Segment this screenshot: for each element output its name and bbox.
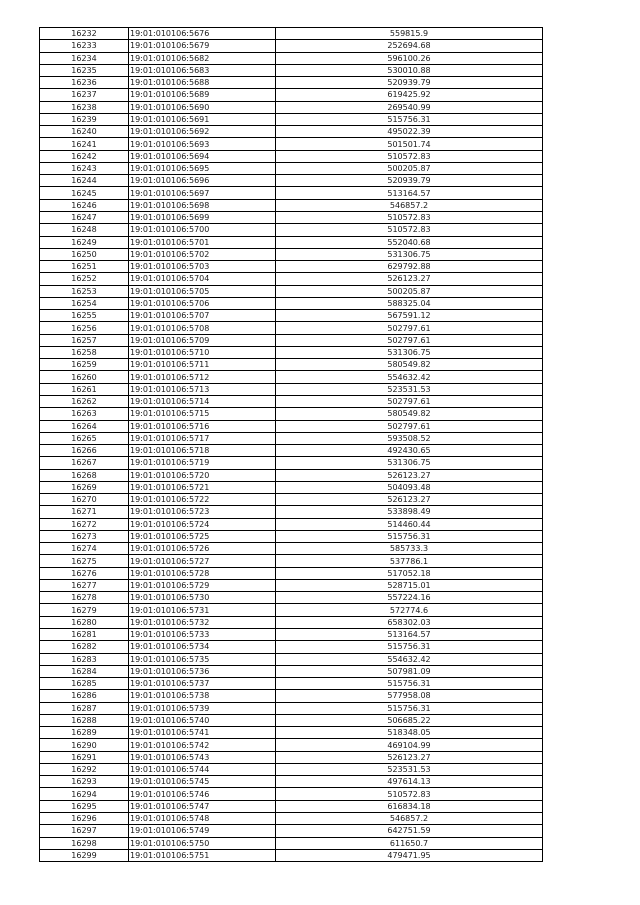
cadastral-number-cell: 19:01:010106:5723	[129, 506, 276, 518]
cadastral-number-cell: 19:01:010106:5690	[129, 101, 276, 113]
table-row	[40, 629, 543, 641]
row-number-cell: 16256	[40, 322, 129, 334]
row-number-cell: 16253	[40, 285, 129, 297]
cadastral-number-cell: 19:01:010106:5696	[129, 175, 276, 187]
row-number-cell: 16277	[40, 579, 129, 591]
cadastral-number-cell: 19:01:010106:5703	[129, 261, 276, 273]
cadastral-value-cell: 515756.31	[276, 641, 543, 653]
table-row	[40, 641, 543, 653]
table-row	[40, 494, 543, 506]
cadastral-number-cell: 19:01:010106:5715	[129, 408, 276, 420]
table-row	[40, 371, 543, 383]
cadastral-value-cell: 500205.87	[276, 285, 543, 297]
cadastral-value-cell: 502797.61	[276, 322, 543, 334]
table-row	[40, 138, 543, 150]
cadastral-number-cell: 19:01:010106:5697	[129, 187, 276, 199]
cadastral-number-cell: 19:01:010106:5734	[129, 641, 276, 653]
table-row	[40, 346, 543, 358]
cadastral-number-cell: 19:01:010106:5707	[129, 310, 276, 322]
cadastral-number-cell: 19:01:010106:5717	[129, 432, 276, 444]
row-number-cell: 16234	[40, 52, 129, 64]
cadastral-number-cell: 19:01:010106:5749	[129, 825, 276, 837]
row-number-cell: 16257	[40, 334, 129, 346]
cadastral-value-cell: 526123.27	[276, 273, 543, 285]
row-number-cell: 16281	[40, 629, 129, 641]
cadastral-value-cell: 502797.61	[276, 334, 543, 346]
table-row	[40, 543, 543, 555]
row-number-cell: 16247	[40, 211, 129, 223]
cadastral-value-cell: 515756.31	[276, 702, 543, 714]
cadastral-value-cell: 500205.87	[276, 162, 543, 174]
cadastral-number-cell: 19:01:010106:5676	[129, 28, 276, 40]
row-number-cell: 16292	[40, 763, 129, 775]
table-row	[40, 175, 543, 187]
row-number-cell: 16259	[40, 359, 129, 371]
row-number-cell: 16249	[40, 236, 129, 248]
table-row	[40, 187, 543, 199]
row-number-cell: 16276	[40, 567, 129, 579]
table-row	[40, 52, 543, 64]
table-row	[40, 555, 543, 567]
cadastral-value-cell: 510572.83	[276, 211, 543, 223]
cadastral-number-cell: 19:01:010106:5718	[129, 445, 276, 457]
row-number-cell: 16255	[40, 310, 129, 322]
cadastral-number-cell: 19:01:010106:5720	[129, 469, 276, 481]
table-row	[40, 530, 543, 542]
cadastral-number-cell: 19:01:010106:5735	[129, 653, 276, 665]
cadastral-value-table	[39, 27, 543, 862]
cadastral-value-cell: 596100.26	[276, 52, 543, 64]
table-row	[40, 714, 543, 726]
table-row	[40, 567, 543, 579]
table-row	[40, 126, 543, 138]
row-number-cell: 16274	[40, 543, 129, 555]
table-row	[40, 690, 543, 702]
cadastral-value-cell: 546857.2	[276, 199, 543, 211]
row-number-cell: 16238	[40, 101, 129, 113]
table-row	[40, 432, 543, 444]
row-number-cell: 16246	[40, 199, 129, 211]
cadastral-value-cell: 502797.61	[276, 420, 543, 432]
cadastral-number-cell: 19:01:010106:5695	[129, 162, 276, 174]
cadastral-number-cell: 19:01:010106:5683	[129, 64, 276, 76]
table-row	[40, 518, 543, 530]
table-row	[40, 665, 543, 677]
cadastral-value-cell: 611650.7	[276, 837, 543, 849]
table-row	[40, 64, 543, 76]
cadastral-value-cell: 593508.52	[276, 432, 543, 444]
row-number-cell: 16286	[40, 690, 129, 702]
cadastral-number-cell: 19:01:010106:5727	[129, 555, 276, 567]
row-number-cell: 16298	[40, 837, 129, 849]
cadastral-number-cell: 19:01:010106:5694	[129, 150, 276, 162]
table-row	[40, 89, 543, 101]
cadastral-value-cell: 469104.99	[276, 739, 543, 751]
cadastral-number-cell: 19:01:010106:5705	[129, 285, 276, 297]
cadastral-number-cell: 19:01:010106:5689	[129, 89, 276, 101]
table-row	[40, 334, 543, 346]
cadastral-number-cell: 19:01:010106:5704	[129, 273, 276, 285]
row-number-cell: 16283	[40, 653, 129, 665]
row-number-cell: 16236	[40, 77, 129, 89]
cadastral-number-cell: 19:01:010106:5733	[129, 629, 276, 641]
table-row	[40, 310, 543, 322]
cadastral-value-cell: 520939.79	[276, 175, 543, 187]
table-row	[40, 40, 543, 52]
cadastral-number-cell: 19:01:010106:5746	[129, 788, 276, 800]
table-row	[40, 678, 543, 690]
cadastral-number-cell: 19:01:010106:5679	[129, 40, 276, 52]
cadastral-value-cell: 546857.2	[276, 813, 543, 825]
table-row	[40, 751, 543, 763]
table-row	[40, 383, 543, 395]
cadastral-value-cell: 585733.3	[276, 543, 543, 555]
cadastral-number-cell: 19:01:010106:5737	[129, 678, 276, 690]
table-row	[40, 604, 543, 616]
table-row	[40, 813, 543, 825]
cadastral-value-cell: 526123.27	[276, 469, 543, 481]
cadastral-number-cell: 19:01:010106:5702	[129, 248, 276, 260]
table-row	[40, 739, 543, 751]
row-number-cell: 16241	[40, 138, 129, 150]
table-body	[40, 28, 543, 862]
cadastral-value-cell: 531306.75	[276, 346, 543, 358]
table-row	[40, 211, 543, 223]
cadastral-value-cell: 515756.31	[276, 678, 543, 690]
cadastral-number-cell: 19:01:010106:5693	[129, 138, 276, 150]
cadastral-number-cell: 19:01:010106:5708	[129, 322, 276, 334]
table-row	[40, 800, 543, 812]
cadastral-value-cell: 567591.12	[276, 310, 543, 322]
table-row	[40, 28, 543, 40]
cadastral-number-cell: 19:01:010106:5699	[129, 211, 276, 223]
row-number-cell: 16245	[40, 187, 129, 199]
row-number-cell: 16299	[40, 849, 129, 861]
table-row	[40, 420, 543, 432]
row-number-cell: 16261	[40, 383, 129, 395]
cadastral-value-cell: 537786.1	[276, 555, 543, 567]
cadastral-number-cell: 19:01:010106:5682	[129, 52, 276, 64]
cadastral-number-cell: 19:01:010106:5701	[129, 236, 276, 248]
cadastral-number-cell: 19:01:010106:5688	[129, 77, 276, 89]
cadastral-value-cell: 515756.31	[276, 530, 543, 542]
table-row	[40, 469, 543, 481]
table-row	[40, 408, 543, 420]
row-number-cell: 16244	[40, 175, 129, 187]
row-number-cell: 16272	[40, 518, 129, 530]
cadastral-number-cell: 19:01:010106:5711	[129, 359, 276, 371]
row-number-cell: 16252	[40, 273, 129, 285]
table-row	[40, 506, 543, 518]
table-row	[40, 592, 543, 604]
cadastral-number-cell: 19:01:010106:5742	[129, 739, 276, 751]
row-number-cell: 16290	[40, 739, 129, 751]
row-number-cell: 16263	[40, 408, 129, 420]
cadastral-value-cell: 501501.74	[276, 138, 543, 150]
row-number-cell: 16273	[40, 530, 129, 542]
cadastral-number-cell: 19:01:010106:5725	[129, 530, 276, 542]
cadastral-number-cell: 19:01:010106:5710	[129, 346, 276, 358]
row-number-cell: 16279	[40, 604, 129, 616]
cadastral-value-cell: 523531.53	[276, 763, 543, 775]
table-row	[40, 285, 543, 297]
cadastral-value-cell: 504093.48	[276, 481, 543, 493]
row-number-cell: 16287	[40, 702, 129, 714]
cadastral-number-cell: 19:01:010106:5714	[129, 395, 276, 407]
cadastral-value-cell: 520939.79	[276, 77, 543, 89]
cadastral-value-cell: 572774.6	[276, 604, 543, 616]
cadastral-number-cell: 19:01:010106:5730	[129, 592, 276, 604]
cadastral-number-cell: 19:01:010106:5700	[129, 224, 276, 236]
table-row	[40, 199, 543, 211]
cadastral-value-cell: 510572.83	[276, 788, 543, 800]
table-row	[40, 825, 543, 837]
cadastral-value-cell: 513164.57	[276, 187, 543, 199]
cadastral-value-cell: 514460.44	[276, 518, 543, 530]
row-number-cell: 16251	[40, 261, 129, 273]
row-number-cell: 16285	[40, 678, 129, 690]
cadastral-value-cell: 588325.04	[276, 297, 543, 309]
table-row	[40, 150, 543, 162]
cadastral-number-cell: 19:01:010106:5736	[129, 665, 276, 677]
table-row	[40, 248, 543, 260]
table-row	[40, 579, 543, 591]
cadastral-value-cell: 580549.82	[276, 359, 543, 371]
cadastral-value-cell: 479471.95	[276, 849, 543, 861]
cadastral-value-cell: 580549.82	[276, 408, 543, 420]
table-row	[40, 236, 543, 248]
cadastral-value-cell: 517052.18	[276, 567, 543, 579]
cadastral-value-cell: 559815.9	[276, 28, 543, 40]
cadastral-value-cell: 642751.59	[276, 825, 543, 837]
row-number-cell: 16268	[40, 469, 129, 481]
cadastral-value-cell: 577958.08	[276, 690, 543, 702]
cadastral-value-cell: 531306.75	[276, 457, 543, 469]
cadastral-number-cell: 19:01:010106:5750	[129, 837, 276, 849]
row-number-cell: 16297	[40, 825, 129, 837]
cadastral-number-cell: 19:01:010106:5748	[129, 813, 276, 825]
cadastral-value-cell: 510572.83	[276, 224, 543, 236]
table-row	[40, 273, 543, 285]
cadastral-value-cell: 658302.03	[276, 616, 543, 628]
row-number-cell: 16291	[40, 751, 129, 763]
cadastral-value-cell: 552040.68	[276, 236, 543, 248]
table-row	[40, 359, 543, 371]
table-row	[40, 224, 543, 236]
row-number-cell: 16239	[40, 113, 129, 125]
cadastral-number-cell: 19:01:010106:5738	[129, 690, 276, 702]
cadastral-value-cell: 523531.53	[276, 383, 543, 395]
table-row	[40, 776, 543, 788]
row-number-cell: 16258	[40, 346, 129, 358]
cadastral-number-cell: 19:01:010106:5692	[129, 126, 276, 138]
row-number-cell: 16260	[40, 371, 129, 383]
table-row	[40, 788, 543, 800]
row-number-cell: 16248	[40, 224, 129, 236]
row-number-cell: 16242	[40, 150, 129, 162]
row-number-cell: 16284	[40, 665, 129, 677]
cadastral-number-cell: 19:01:010106:5719	[129, 457, 276, 469]
cadastral-value-cell: 530010.88	[276, 64, 543, 76]
cadastral-number-cell: 19:01:010106:5721	[129, 481, 276, 493]
table-row	[40, 101, 543, 113]
table-row	[40, 395, 543, 407]
cadastral-value-cell: 518348.05	[276, 727, 543, 739]
row-number-cell: 16288	[40, 714, 129, 726]
cadastral-number-cell: 19:01:010106:5698	[129, 199, 276, 211]
cadastral-value-cell: 554632.42	[276, 653, 543, 665]
cadastral-number-cell: 19:01:010106:5744	[129, 763, 276, 775]
table-row	[40, 616, 543, 628]
cadastral-number-cell: 19:01:010106:5739	[129, 702, 276, 714]
cadastral-value-cell: 554632.42	[276, 371, 543, 383]
cadastral-value-cell: 526123.27	[276, 494, 543, 506]
row-number-cell: 16232	[40, 28, 129, 40]
row-number-cell: 16270	[40, 494, 129, 506]
table-row	[40, 113, 543, 125]
cadastral-value-cell: 507981.09	[276, 665, 543, 677]
row-number-cell: 16237	[40, 89, 129, 101]
cadastral-value-cell: 619425.92	[276, 89, 543, 101]
cadastral-number-cell: 19:01:010106:5716	[129, 420, 276, 432]
table-row	[40, 702, 543, 714]
row-number-cell: 16293	[40, 776, 129, 788]
table-row	[40, 445, 543, 457]
cadastral-value-cell: 616834.18	[276, 800, 543, 812]
row-number-cell: 16282	[40, 641, 129, 653]
row-number-cell: 16275	[40, 555, 129, 567]
table-row	[40, 261, 543, 273]
table-row	[40, 763, 543, 775]
cadastral-number-cell: 19:01:010106:5741	[129, 727, 276, 739]
cadastral-value-cell: 513164.57	[276, 629, 543, 641]
cadastral-value-cell: 528715.01	[276, 579, 543, 591]
cadastral-value-cell: 629792.88	[276, 261, 543, 273]
cadastral-number-cell: 19:01:010106:5706	[129, 297, 276, 309]
row-number-cell: 16296	[40, 813, 129, 825]
row-number-cell: 16266	[40, 445, 129, 457]
cadastral-number-cell: 19:01:010106:5751	[129, 849, 276, 861]
cadastral-number-cell: 19:01:010106:5691	[129, 113, 276, 125]
cadastral-number-cell: 19:01:010106:5724	[129, 518, 276, 530]
cadastral-value-cell: 531306.75	[276, 248, 543, 260]
row-number-cell: 16243	[40, 162, 129, 174]
cadastral-number-cell: 19:01:010106:5726	[129, 543, 276, 555]
row-number-cell: 16254	[40, 297, 129, 309]
row-number-cell: 16233	[40, 40, 129, 52]
cadastral-value-cell: 497614.13	[276, 776, 543, 788]
cadastral-number-cell: 19:01:010106:5713	[129, 383, 276, 395]
cadastral-value-cell: 495022.39	[276, 126, 543, 138]
row-number-cell: 16295	[40, 800, 129, 812]
table-row	[40, 297, 543, 309]
cadastral-number-cell: 19:01:010106:5745	[129, 776, 276, 788]
cadastral-number-cell: 19:01:010106:5722	[129, 494, 276, 506]
cadastral-value-cell: 269540.99	[276, 101, 543, 113]
row-number-cell: 16289	[40, 727, 129, 739]
row-number-cell: 16271	[40, 506, 129, 518]
cadastral-value-cell: 526123.27	[276, 751, 543, 763]
cadastral-value-cell: 557224.16	[276, 592, 543, 604]
cadastral-number-cell: 19:01:010106:5731	[129, 604, 276, 616]
cadastral-number-cell: 19:01:010106:5740	[129, 714, 276, 726]
row-number-cell: 16235	[40, 64, 129, 76]
table-row	[40, 322, 543, 334]
cadastral-number-cell: 19:01:010106:5709	[129, 334, 276, 346]
cadastral-number-cell: 19:01:010106:5747	[129, 800, 276, 812]
cadastral-value-cell: 502797.61	[276, 395, 543, 407]
cadastral-number-cell: 19:01:010106:5743	[129, 751, 276, 763]
cadastral-value-cell: 515756.31	[276, 113, 543, 125]
cadastral-number-cell: 19:01:010106:5729	[129, 579, 276, 591]
cadastral-number-cell: 19:01:010106:5732	[129, 616, 276, 628]
cadastral-value-cell: 533898.49	[276, 506, 543, 518]
row-number-cell: 16262	[40, 395, 129, 407]
cadastral-value-cell: 492430.65	[276, 445, 543, 457]
row-number-cell: 16269	[40, 481, 129, 493]
table-row	[40, 457, 543, 469]
row-number-cell: 16240	[40, 126, 129, 138]
cadastral-value-cell: 252694.68	[276, 40, 543, 52]
table-row	[40, 77, 543, 89]
cadastral-value-cell: 510572.83	[276, 150, 543, 162]
table-row	[40, 727, 543, 739]
row-number-cell: 16278	[40, 592, 129, 604]
table-row	[40, 837, 543, 849]
row-number-cell: 16264	[40, 420, 129, 432]
row-number-cell: 16265	[40, 432, 129, 444]
cadastral-number-cell: 19:01:010106:5712	[129, 371, 276, 383]
cadastral-number-cell: 19:01:010106:5728	[129, 567, 276, 579]
row-number-cell: 16280	[40, 616, 129, 628]
row-number-cell: 16294	[40, 788, 129, 800]
table-row	[40, 653, 543, 665]
row-number-cell: 16250	[40, 248, 129, 260]
cadastral-value-cell: 506685.22	[276, 714, 543, 726]
row-number-cell: 16267	[40, 457, 129, 469]
table-row	[40, 849, 543, 861]
table-row	[40, 162, 543, 174]
table-row	[40, 481, 543, 493]
